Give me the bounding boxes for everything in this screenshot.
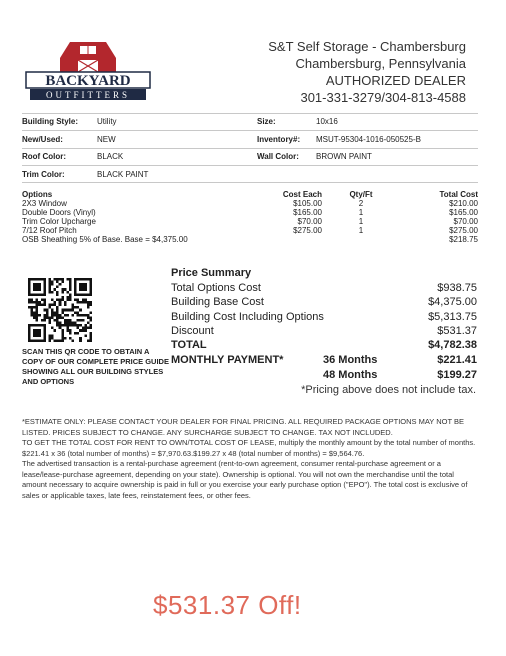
option-total: $165.00 <box>449 208 478 217</box>
dealer-name: S&T Self Storage - Chambersburg <box>268 39 466 54</box>
base-cost-label: Building Base Cost <box>171 296 264 308</box>
building-style-value: Utility <box>97 117 117 126</box>
fine-print <box>22 417 478 501</box>
option-total: $70.00 <box>453 217 478 226</box>
option-cost: $165.00 <box>293 208 322 217</box>
summary-row-options <box>171 282 477 296</box>
inventory-label: Inventory#: <box>257 135 301 144</box>
options-header-row <box>22 190 478 199</box>
handwritten-discount: $531.37 Off! <box>153 590 302 620</box>
option-cost: $275.00 <box>293 226 322 235</box>
divider <box>22 148 478 149</box>
including-options-value: $5,313.75 <box>428 311 477 323</box>
option-total: $210.00 <box>449 199 478 208</box>
total-label: TOTAL <box>171 339 207 351</box>
rent-to-own-instructions: TO GET THE TOTAL COST FOR RENT TO OWN/TOTAL COST OF LEASE, multiply the monthly amount by the total number of months. <box>22 438 476 447</box>
qr-code[interactable] <box>28 278 92 342</box>
new-used-value: NEW <box>97 135 116 144</box>
total-options-label: Total Options Cost <box>171 282 261 294</box>
table-row <box>22 208 478 217</box>
dealer-status: AUTHORIZED DEALER <box>325 73 466 88</box>
rent-to-own-calculation: $221.41 x 36 (total number of months) = $7,970.63.$199.27 x 48 (total number of months) = $9,564.76. <box>22 448 365 458</box>
dealer-info <box>268 38 466 106</box>
col-total-cost: Total Cost <box>439 190 478 199</box>
summary-row-monthly-48 <box>171 369 477 383</box>
tax-note: *Pricing above does not include tax. <box>301 384 476 396</box>
new-used-label: New/Used: <box>22 135 63 144</box>
options-table <box>22 190 478 244</box>
option-name: Trim Color Upcharge <box>22 217 96 226</box>
option-name: OSB Sheathing 5% of Base. Base = $4,375.00 <box>22 235 188 244</box>
discount-label: Discount <box>171 325 214 337</box>
option-name: 7/12 Roof Pitch <box>22 226 77 235</box>
logo-line2: OUTFITTERS <box>46 90 130 100</box>
summary-row-monthly-36 <box>171 354 477 368</box>
base-cost-value: $4,375.00 <box>428 296 477 308</box>
col-qty: Qty/Ft <box>349 190 373 199</box>
rental-purchase-disclosure: The advertised transaction is a rental-purchase agreement (rent-to-own agreement, consumer rental-purchase agreement or a lease/lease-purchase agreement, depending on your state). Ownership is optional. You will not own the merchandise until the total amount necessary to acquire ownership is paid in full or you exercise your early purchase option ("EPO"). The total cost is exclusive of sales or applicable taxes, late fees, reinstatement fees, or other fees. <box>22 459 468 500</box>
payment-48-months: $199.27 <box>437 369 477 381</box>
size-value: 10x16 <box>316 117 338 126</box>
divider <box>22 130 478 131</box>
option-total: $218.75 <box>449 235 478 244</box>
total-options-value: $938.75 <box>437 282 477 294</box>
price-summary-title: Price Summary <box>171 267 252 279</box>
option-cost: $70.00 <box>297 217 322 226</box>
option-qty: 1 <box>358 217 364 226</box>
summary-row-discount <box>171 325 477 339</box>
option-name: 2X3 Window <box>22 199 67 208</box>
discount-value: $531.37 <box>437 325 477 337</box>
divider <box>22 113 478 114</box>
qr-caption: SCAN THIS QR CODE TO OBTAIN A COPY OF OUR COMPLETE PRICE GUIDE SHOWING ALL OUR BUILDING STYLES AND OPTIONS <box>22 347 169 386</box>
wall-color-value: BROWN PAINT <box>316 152 372 161</box>
option-qty: 2 <box>358 199 364 208</box>
including-options-label: Building Cost Including Options <box>171 311 324 323</box>
col-options: Options <box>22 190 53 199</box>
estimate-disclaimer: *ESTIMATE ONLY: PLEASE CONTACT YOUR DEALER FOR FINAL PRICING. ALL REQUIRED PACKAGE OPTIONS MAY NOT BE LISTED. PRICES SUBJECT TO CHANGE. ANY SURCHARGE SUBJECT TO CHANGE. TAX NOT INCLUDED. <box>22 417 465 437</box>
total-value: $4,782.38 <box>428 339 477 351</box>
trim-color-value: BLACK PAINT <box>97 170 149 179</box>
payment-36-months: $221.41 <box>437 354 477 366</box>
dealer-phones: 301-331-3279/304-813-4588 <box>300 90 466 105</box>
logo-line1: BACKYARD <box>45 73 131 89</box>
option-total: $275.00 <box>449 226 478 235</box>
term-48-months: 48 Months <box>323 369 378 381</box>
roof-color-value: BLACK <box>97 152 124 161</box>
option-name: Double Doors (Vinyl) <box>22 208 96 217</box>
divider <box>22 182 478 183</box>
inventory-value: MSUT-95304-1016-050525-B <box>316 135 421 144</box>
option-qty: 1 <box>358 208 364 217</box>
summary-row-total <box>171 339 477 353</box>
table-row <box>22 226 478 235</box>
summary-row-including <box>171 311 477 325</box>
building-style-label: Building Style: <box>22 117 78 126</box>
option-qty: 1 <box>358 226 364 235</box>
dealer-city: Chambersburg, Pennsylvania <box>295 56 466 71</box>
option-cost: $105.00 <box>293 199 322 208</box>
table-row <box>22 199 478 208</box>
table-row <box>22 217 478 226</box>
roof-color-label: Roof Color: <box>22 152 66 161</box>
col-cost-each: Cost Each <box>282 190 322 199</box>
size-label: Size: <box>257 117 276 126</box>
summary-row-base <box>171 296 477 310</box>
monthly-payment-label: MONTHLY PAYMENT* <box>171 354 284 366</box>
divider <box>22 165 478 166</box>
term-36-months: 36 Months <box>323 354 378 366</box>
table-row <box>22 235 478 244</box>
backyard-outfitters-logo <box>22 36 154 102</box>
wall-color-label: Wall Color: <box>257 152 299 161</box>
trim-color-label: Trim Color: <box>22 170 65 179</box>
